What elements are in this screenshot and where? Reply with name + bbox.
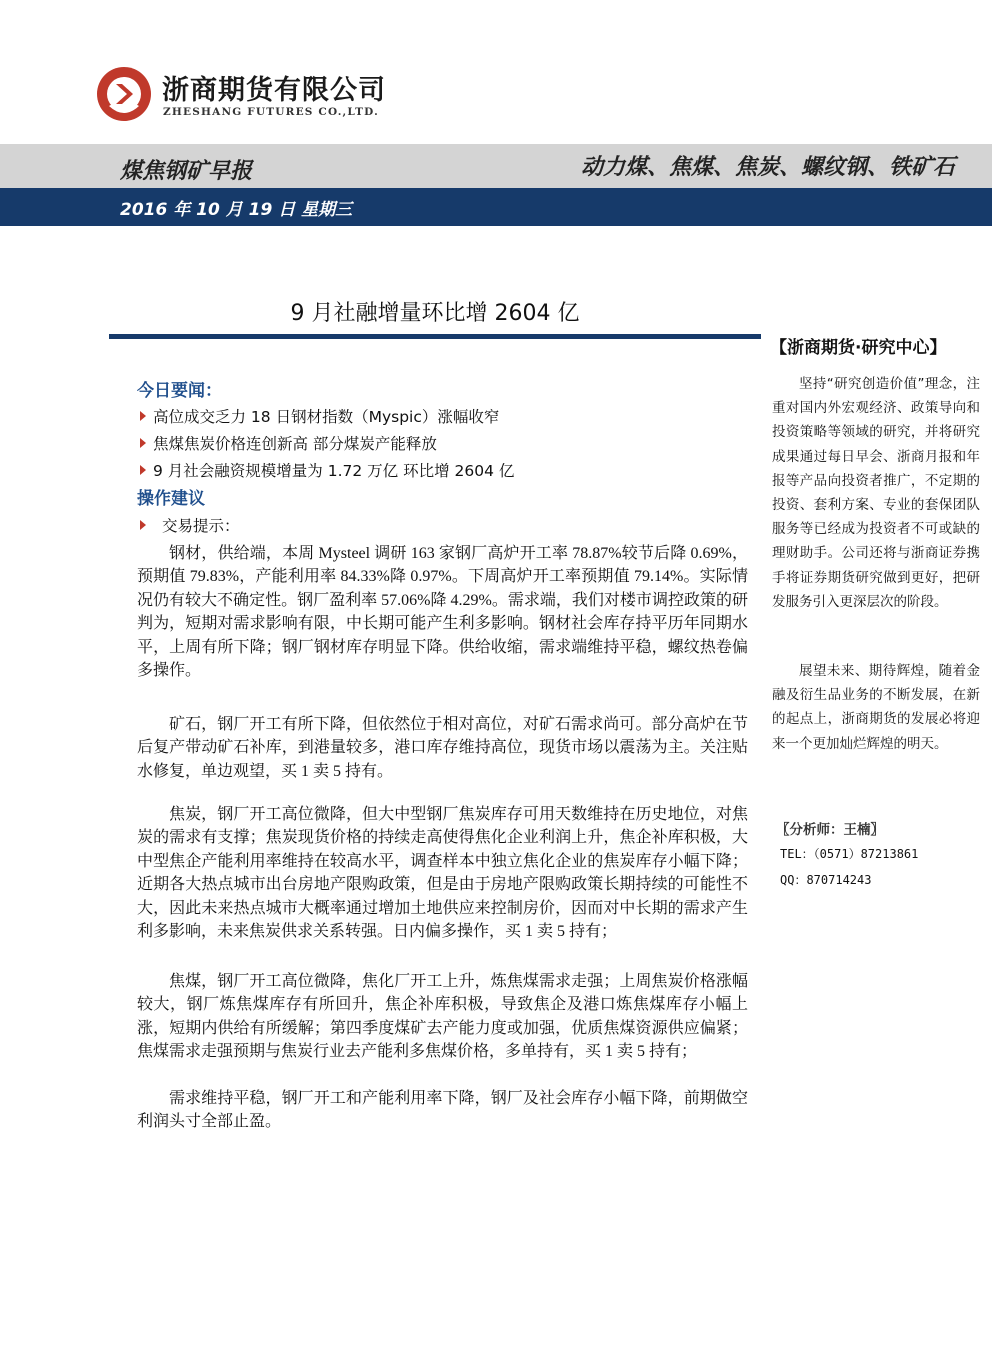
- news-item-text: 高位成交乏力 18 日钢材指数（Myspic）涨幅收窄: [153, 408, 500, 426]
- coke-paragraph: 焦炭，钢厂开工高位微降，但大中型钢厂焦炭库存可用天数维持在历史地位，对焦炭的需求有支撑；焦炭现货价格的持续走高使得焦化企业利润上升，焦企补库积极，大中型焦企产能利用率维持在较高水平，调查样本中独立焦化企业的焦炭库存小幅下降；近期各大热点城市出台房地产限购政策，但是由于房地产限购政策长期持续的可能性不大，因此未来热点城市大概率通过增加土地供应来控制房价，因而对中长期的需求产生利多影响，未来焦炭供求关系转强。日内偏多操作，买 1 卖 5 持有；: [137, 806, 748, 941]
- sidebar-heading: 【浙商期货·研究中心】: [770, 338, 947, 358]
- news-item-text: 9 月社会融资规模增量为 1.72 万亿 环比增 2604 亿: [153, 462, 515, 480]
- analyst-name: 〖分析师：王楠〗: [776, 822, 884, 838]
- company-logo-icon: [96, 66, 152, 122]
- advice-heading: 操作建议: [137, 489, 205, 509]
- article-title: 9 月社融增量环比增 2604 亿: [290, 301, 580, 326]
- sidebar-outlook: 展望未来、期待辉煌，随着金融及衍生品业务的不断发展，在新的起点上，浙商期货的发展必将迎来一个更加灿烂辉煌的明天。: [772, 663, 980, 752]
- trade-tip-label: [140, 514, 240, 536]
- thermal-coal-paragraph: 需求维持平稳，钢厂开工和产能利用率下降，钢厂及社会库存小幅下降，前期做空利润头寸全部止盈。: [137, 1090, 748, 1131]
- title-rule: [109, 334, 761, 339]
- news-heading: 今日要闻：: [137, 381, 222, 401]
- coking-coal-paragraph: 焦煤，钢厂开工高位微降，焦化厂开工上升，炼焦煤需求走强；上周焦炭价格涨幅较大，钢厂炼焦煤库存有所回升，焦企补库积极，导致焦企及港口炼焦煤库存小幅上涨，短期内供给有所缓解；第四季度煤矿去产能力度或加强，优质焦煤资源供应偏紧；焦煤需求走强预期与焦炭行业去产能利多焦煤价格，多单持有，买 1 卖 5 持有；: [137, 973, 748, 1061]
- bullet-icon: [140, 411, 146, 421]
- company-name-cn: 浙商期货有限公司: [162, 75, 386, 106]
- news-item-text: 焦煤焦炭价格连创新高 部分煤炭产能释放: [153, 435, 437, 453]
- steel-paragraph: 钢材，供给端，本周 Mysteel 调研 163 家钢厂高炉开工率 78.87%较节后降 0.69%，预期值 79.83%，产能利用率 84.33%降 0.97%。下周高炉开工率预期值 79.14%。实际情况仍有较大不确定性。钢厂盈利率 57.06%降 4.29%。需求端，我们对楼市调控政策的研判为，短期对需求影响有限，中长期可能产生利多影响。钢材社会库存持平历年同期水平，上周有所下降；钢厂钢材库存明显下降。供给收缩，需求端维持平稳，螺纹热卷偏多操作。: [137, 545, 748, 680]
- news-item: [140, 459, 514, 481]
- trade-tip-text: 交易提示：: [162, 517, 240, 535]
- ore-paragraph: 矿石，钢厂开工有所下降，但依然位于相对高位，对矿石需求尚可。部分高炉在节后复产带动矿石补库，到港量较多，港口库存维持高位，现货市场以震荡为主。关注贴水修复，单边观望，买 1 卖 5 持有。: [137, 716, 748, 780]
- report-name: 煤焦钢矿早报: [120, 159, 253, 184]
- commodities-list: 动力煤、焦煤、焦炭、螺纹钢、铁矿石: [580, 155, 955, 180]
- company-name-en: ZHESHANG FUTURES CO.,LTD.: [163, 106, 379, 118]
- bullet-icon: [140, 465, 146, 475]
- bullet-icon: [140, 438, 146, 448]
- sidebar-intro: 坚持“研究创造价值”理念，注重对国内外宏观经济、政策导向和投资策略等领域的研究，并将研究成果通过每日早会、浙商月报和年报等产品向投资者推广，不定期的投资、套利方案、专业的套保团队服务等已经成为投资者不可或缺的理财助手。公司还将与浙商证券携手将证券期货研究做到更好，把研发服务引入更深层次的阶段。: [772, 376, 980, 610]
- report-date: 2016 年 10 月 19 日 星期三: [120, 200, 353, 220]
- news-item: [140, 405, 499, 427]
- analyst-tel: TEL：（0571）87213861: [780, 847, 919, 861]
- news-item: [140, 432, 437, 454]
- bullet-icon: [140, 520, 146, 530]
- analyst-qq: QQ：870714243: [780, 873, 872, 887]
